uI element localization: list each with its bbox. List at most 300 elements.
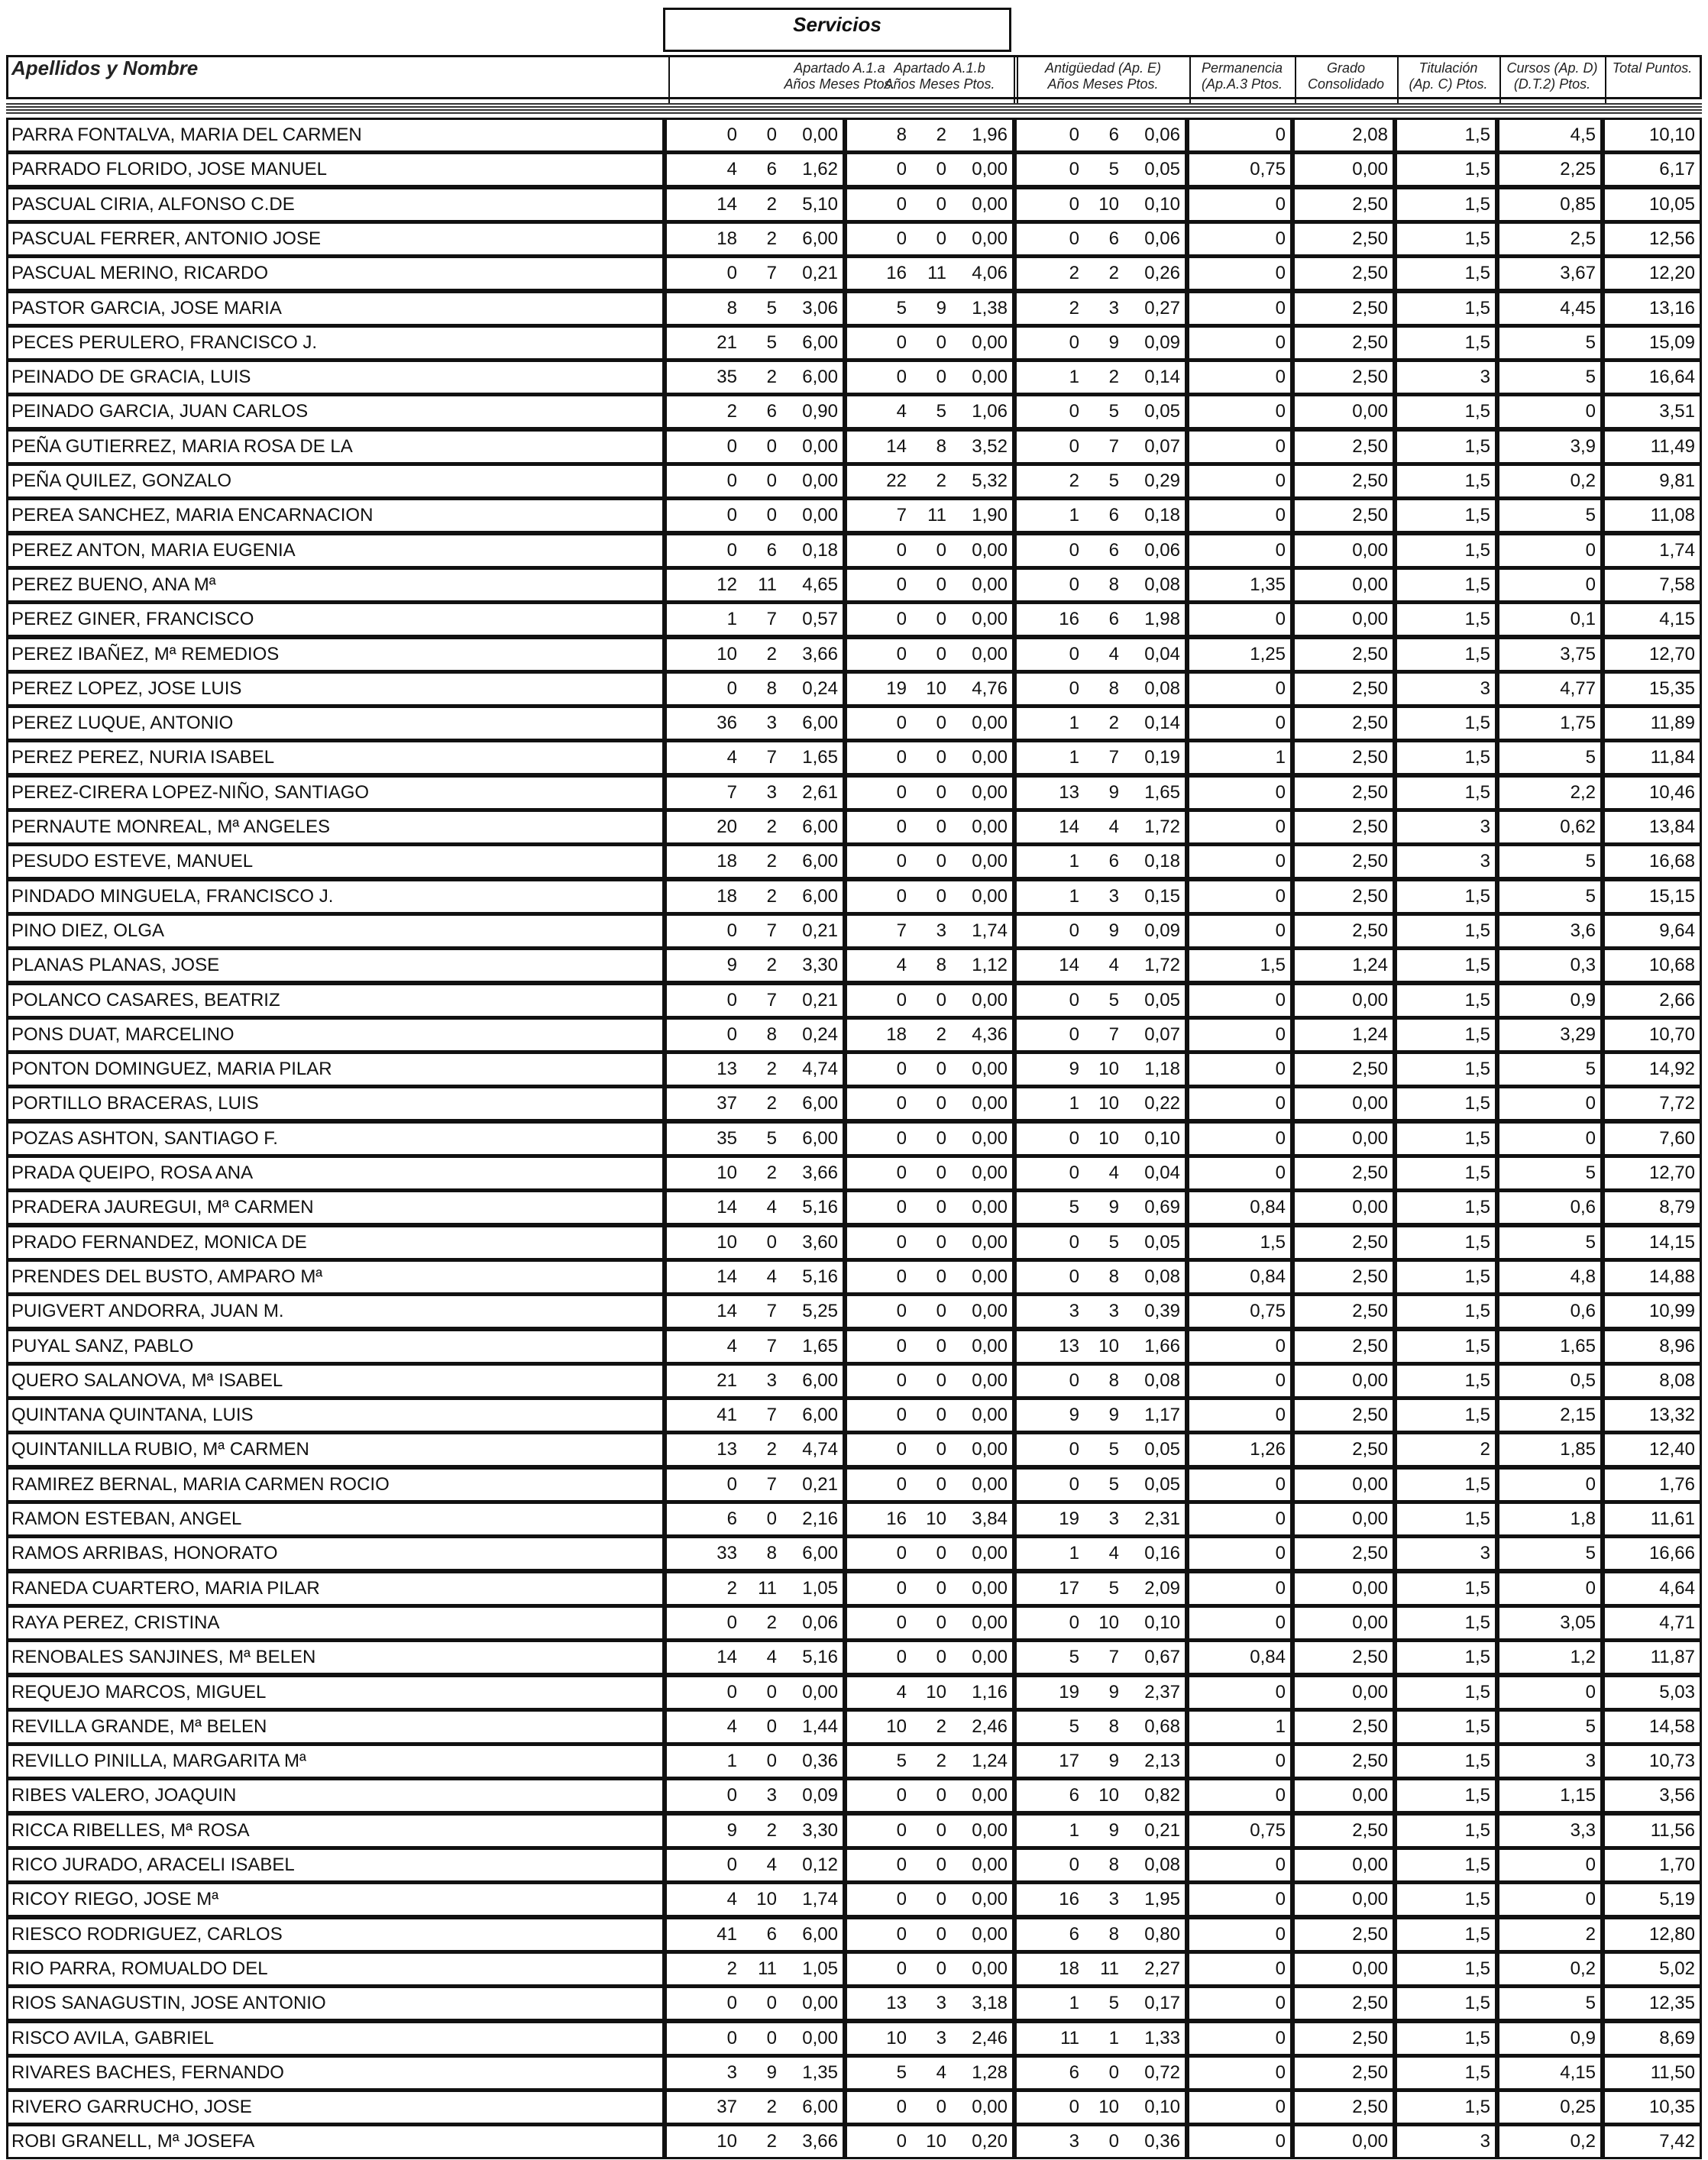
cell-cursos: 1,85	[1497, 1432, 1603, 1467]
cell-grado: 0,00	[1292, 1605, 1395, 1641]
cell-total: 7,42	[1603, 2124, 1702, 2159]
cell-a1b-years: 13	[886, 1993, 907, 2014]
cell-titul: 1,5	[1395, 1502, 1497, 1537]
cell-a1b-points: 5,32	[972, 470, 1008, 491]
table-row	[6, 221, 1702, 257]
cell-a1a-years: 18	[717, 885, 737, 907]
cell-a1a-months: 8	[766, 1023, 777, 1045]
cell-a1a-months: 0	[766, 124, 777, 145]
cell-a1b-points: 0,00	[972, 1785, 1008, 1806]
table-row	[6, 1467, 1702, 1502]
cell-antig-months: 8	[1108, 1266, 1119, 1287]
cell-a1a-years: 0	[726, 539, 737, 561]
cell-a1a	[665, 2090, 845, 2125]
cell-a1a-years: 41	[717, 1405, 737, 1426]
cell-a1a-years: 13	[717, 1439, 737, 1460]
cell-perm: 0	[1187, 1675, 1292, 1710]
cell-antig-years: 13	[1059, 1335, 1079, 1356]
cell-total: 10,99	[1603, 1294, 1702, 1329]
cell-antig-months: 3	[1108, 885, 1119, 907]
cell-name: PASCUAL CIRIA, ALFONSO C.DE	[6, 187, 665, 222]
cell-antig	[1014, 1052, 1187, 1087]
cell-a1a-years: 0	[726, 1854, 737, 1875]
cell-total: 12,80	[1603, 1917, 1702, 1952]
cell-a1b-points: 0,00	[972, 1647, 1008, 1668]
cell-antig-months: 7	[1108, 1023, 1119, 1045]
cell-name: PEREZ LOPEZ, JOSE LUIS	[6, 671, 665, 707]
cell-perm: 0,75	[1187, 1294, 1292, 1329]
cell-titul: 1,5	[1395, 1363, 1497, 1399]
cell-a1a-months: 2	[766, 643, 777, 664]
cell-a1a-points: 6,00	[802, 1923, 838, 1945]
table-row	[6, 1363, 1702, 1399]
cell-a1b-months: 0	[936, 885, 946, 907]
cell-antig-months: 9	[1108, 1819, 1119, 1841]
cell-a1b	[845, 1986, 1014, 2021]
cell-a1b-years: 0	[896, 193, 907, 215]
cell-a1a-years: 37	[717, 2097, 737, 2118]
cell-antig-months: 7	[1108, 747, 1119, 768]
cell-antig	[1014, 567, 1187, 603]
cell-antig	[1014, 1121, 1187, 1156]
cell-cursos: 4,45	[1497, 291, 1603, 326]
cell-name: PRADERA JAUREGUI, Mª CARMEN	[6, 1190, 665, 1225]
cell-a1a	[665, 1640, 845, 1675]
cell-a1a-years: 4	[726, 1335, 737, 1356]
cell-total: 11,89	[1603, 706, 1702, 741]
cell-a1a-years: 9	[726, 955, 737, 976]
cell-a1b-points: 0,00	[972, 539, 1008, 561]
cell-name: PASCUAL FERRER, ANTONIO JOSE	[6, 221, 665, 257]
cell-antig	[1014, 2055, 1187, 2090]
cell-a1b-years: 22	[886, 470, 907, 491]
cell-titul: 1,5	[1395, 256, 1497, 291]
cell-a1b	[845, 291, 1014, 326]
cell-a1a-years: 4	[726, 1715, 737, 1737]
cell-a1b-months: 10	[926, 1508, 946, 1529]
cell-a1a-months: 7	[766, 747, 777, 768]
cell-antig-months: 3	[1108, 1508, 1119, 1529]
cell-a1a-years: 0	[726, 470, 737, 491]
cell-total: 10,10	[1603, 118, 1702, 153]
cell-grado: 2,50	[1292, 879, 1395, 914]
cell-titul: 1,5	[1395, 983, 1497, 1018]
cell-cursos: 1,65	[1497, 1329, 1603, 1364]
table-row	[6, 1986, 1702, 2021]
cell-a1b-months: 0	[936, 1889, 946, 1910]
cell-antig-months: 5	[1108, 1577, 1119, 1599]
cell-a1b-points: 0,00	[972, 2097, 1008, 2118]
cell-a1b	[845, 913, 1014, 949]
cell-a1b	[845, 1259, 1014, 1295]
cell-antig-months: 6	[1108, 228, 1119, 249]
cell-a1b-points: 1,74	[972, 920, 1008, 941]
cell-a1b-years: 0	[896, 1127, 907, 1149]
cell-antig-points: 0,04	[1144, 1162, 1180, 1183]
cell-total: 11,87	[1603, 1640, 1702, 1675]
cell-a1a-years: 0	[726, 1612, 737, 1633]
cell-a1b-months: 10	[926, 1681, 946, 1702]
cell-a1b	[845, 221, 1014, 257]
cell-titul: 1,5	[1395, 2021, 1497, 2056]
cell-a1a-years: 2	[726, 1577, 737, 1599]
cell-a1a-points: 0,00	[802, 470, 838, 491]
cell-perm: 0,84	[1187, 1259, 1292, 1295]
cell-antig-months: 8	[1108, 1369, 1119, 1391]
cell-total: 1,76	[1603, 1467, 1702, 1502]
cell-a1b-points: 0,00	[972, 1439, 1008, 1460]
cell-antig-years: 0	[1069, 1162, 1079, 1183]
cell-a1b-months: 9	[936, 297, 946, 319]
cell-a1a	[665, 1225, 845, 1260]
cell-a1a	[665, 1848, 845, 1883]
table-row	[6, 2090, 1702, 2125]
cell-titul: 1,5	[1395, 948, 1497, 983]
cell-a1b-months: 0	[936, 816, 946, 837]
cell-total: 14,88	[1603, 1259, 1702, 1295]
header-cursos-line2: (D.T.2) Ptos.	[1513, 76, 1591, 92]
cell-total: 10,70	[1603, 1017, 1702, 1053]
cell-a1a-years: 0	[726, 1023, 737, 1045]
cell-antig-years: 2	[1069, 263, 1079, 284]
cell-a1a	[665, 1329, 845, 1364]
cell-a1a-points: 1,35	[802, 2061, 838, 2083]
cell-antig	[1014, 602, 1187, 637]
cell-name: PARRADO FLORIDO, JOSE MANUEL	[6, 152, 665, 187]
cell-a1b	[845, 1329, 1014, 1364]
cell-antig	[1014, 291, 1187, 326]
cell-a1b-points: 0,00	[972, 367, 1008, 388]
cell-titul: 1,5	[1395, 2055, 1497, 2090]
header-cursos-line1: Cursos (Ap. D)	[1506, 60, 1598, 76]
cell-antig-points: 0,19	[1144, 747, 1180, 768]
cell-perm: 0	[1187, 2055, 1292, 2090]
cell-cursos: 0	[1497, 1848, 1603, 1883]
cell-cursos: 3,67	[1497, 256, 1603, 291]
cell-antig-months: 8	[1108, 1854, 1119, 1875]
cell-total: 12,35	[1603, 1986, 1702, 2021]
table-row	[6, 429, 1702, 464]
cell-a1b-points: 0,00	[972, 1197, 1008, 1218]
cell-a1a-months: 5	[766, 297, 777, 319]
cell-a1b-years: 0	[896, 331, 907, 353]
cell-antig	[1014, 464, 1187, 499]
cell-a1b-points: 0,00	[972, 816, 1008, 837]
cell-a1a-points: 2,16	[802, 1508, 838, 1529]
cell-a1a-months: 6	[766, 159, 777, 180]
header-name-label: Apellidos y Nombre	[11, 57, 199, 79]
cell-name: PRENDES DEL BUSTO, AMPARO Mª	[6, 1259, 665, 1295]
cell-a1a-months: 2	[766, 1612, 777, 1633]
cell-a1b	[845, 1813, 1014, 1848]
cell-antig	[1014, 221, 1187, 257]
cell-a1a-months: 0	[766, 1751, 777, 1772]
cell-antig-years: 1	[1069, 747, 1079, 768]
cell-total: 13,32	[1603, 1398, 1702, 1433]
cell-antig	[1014, 810, 1187, 845]
cell-perm: 0	[1187, 256, 1292, 291]
cell-total: 15,09	[1603, 325, 1702, 361]
cell-antig-years: 0	[1069, 1127, 1079, 1149]
cell-a1a-years: 0	[726, 505, 737, 526]
table-row	[6, 1813, 1702, 1848]
cell-antig-months: 9	[1108, 1681, 1119, 1702]
cell-a1b-years: 8	[896, 124, 907, 145]
cell-a1b	[845, 2055, 1014, 2090]
cell-antig	[1014, 1536, 1187, 1571]
cell-a1b-months: 0	[936, 1543, 946, 1564]
cell-total: 15,15	[1603, 879, 1702, 914]
cell-antig-months: 10	[1098, 2097, 1119, 2118]
cell-a1b-points: 0,00	[972, 159, 1008, 180]
cell-a1a	[665, 844, 845, 879]
cell-a1b-months: 0	[936, 193, 946, 215]
table-row	[6, 360, 1702, 395]
servicios-title: Servicios	[793, 13, 881, 36]
cell-grado: 2,50	[1292, 671, 1395, 707]
cell-titul: 1,5	[1395, 1190, 1497, 1225]
cell-titul: 1,5	[1395, 187, 1497, 222]
cell-cursos: 3,29	[1497, 1017, 1603, 1053]
cell-antig-months: 10	[1098, 1127, 1119, 1149]
cell-a1b-months: 8	[936, 955, 946, 976]
cell-antig-months: 10	[1098, 1093, 1119, 1114]
cell-a1b-years: 0	[896, 1301, 907, 1322]
cell-a1a	[665, 533, 845, 568]
cell-a1b	[845, 1294, 1014, 1329]
cell-a1a-years: 0	[726, 435, 737, 457]
cell-cursos: 0,9	[1497, 983, 1603, 1018]
cell-a1a-months: 10	[756, 1889, 777, 1910]
cell-a1b-points: 0,00	[972, 1854, 1008, 1875]
cell-titul: 1,5	[1395, 533, 1497, 568]
cell-a1a-years: 21	[717, 1369, 737, 1391]
cell-cursos: 0	[1497, 1882, 1603, 1917]
table-row	[6, 1709, 1702, 1744]
table-row	[6, 1951, 1702, 1987]
cell-a1a-points: 6,00	[802, 851, 838, 872]
cell-a1a-points: 0,24	[802, 677, 838, 699]
cell-a1a	[665, 256, 845, 291]
cell-a1b-points: 0,00	[972, 228, 1008, 249]
cell-name: RISCO AVILA, GABRIEL	[6, 2021, 665, 2056]
cell-a1b-points: 0,00	[972, 1301, 1008, 1322]
cell-antig	[1014, 706, 1187, 741]
cell-cursos: 0,2	[1497, 1951, 1603, 1987]
cell-perm: 0	[1187, 1156, 1292, 1191]
results-table	[6, 118, 1702, 2152]
cell-cursos: 2,5	[1497, 221, 1603, 257]
cell-antig	[1014, 637, 1187, 672]
cell-antig-years: 0	[1069, 331, 1079, 353]
cell-a1b-months: 0	[936, 539, 946, 561]
cell-antig	[1014, 360, 1187, 395]
cell-antig	[1014, 2090, 1187, 2125]
cell-a1b-years: 0	[896, 1958, 907, 1979]
cell-a1a-months: 6	[766, 539, 777, 561]
cell-antig-years: 0	[1069, 435, 1079, 457]
cell-antig	[1014, 1329, 1187, 1364]
cell-a1a-points: 0,00	[802, 2027, 838, 2048]
cell-a1a-points: 3,06	[802, 297, 838, 319]
cell-a1b-months: 0	[936, 851, 946, 872]
cell-antig-months: 8	[1108, 1715, 1119, 1737]
cell-a1b-months: 0	[936, 1473, 946, 1495]
cell-grado: 2,50	[1292, 1156, 1395, 1191]
cell-a1b-points: 1,06	[972, 401, 1008, 422]
table-row	[6, 775, 1702, 810]
table-row	[6, 1432, 1702, 1467]
cell-titul: 1,5	[1395, 2090, 1497, 2125]
cell-cursos: 0	[1497, 1571, 1603, 1606]
cell-a1b-months: 0	[936, 331, 946, 353]
cell-grado: 0,00	[1292, 1086, 1395, 1121]
cell-a1a	[665, 1017, 845, 1053]
cell-a1b-points: 0,00	[972, 574, 1008, 595]
cell-cursos: 3,3	[1497, 1813, 1603, 1848]
cell-total: 8,08	[1603, 1363, 1702, 1399]
cell-titul: 1,5	[1395, 775, 1497, 810]
cell-antig	[1014, 2124, 1187, 2159]
cell-a1a-months: 4	[766, 1197, 777, 1218]
cell-a1b-months: 0	[936, 747, 946, 768]
cell-a1a-months: 8	[766, 677, 777, 699]
cell-grado: 2,50	[1292, 706, 1395, 741]
cell-total: 16,66	[1603, 1536, 1702, 1571]
cell-antig	[1014, 1156, 1187, 1191]
table-row	[6, 1121, 1702, 1156]
cell-titul: 1,5	[1395, 325, 1497, 361]
header-titulacion	[1397, 57, 1501, 105]
cell-cursos: 4,77	[1497, 671, 1603, 707]
cell-a1a-points: 5,25	[802, 1301, 838, 1322]
cell-cursos: 0,1	[1497, 602, 1603, 637]
cell-a1b-points: 0,00	[972, 885, 1008, 907]
cell-name: PASTOR GARCIA, JOSE MARIA	[6, 291, 665, 326]
cell-name: QUINTANILLA RUBIO, Mª CARMEN	[6, 1432, 665, 1467]
cell-antig	[1014, 325, 1187, 361]
cell-a1a-points: 1,62	[802, 159, 838, 180]
cell-a1a-points: 1,65	[802, 747, 838, 768]
table-row	[6, 983, 1702, 1018]
cell-a1a-points: 6,00	[802, 1405, 838, 1426]
cell-a1a-points: 0,57	[802, 609, 838, 630]
cell-antig-months: 6	[1108, 124, 1119, 145]
cell-grado: 2,50	[1292, 360, 1395, 395]
cell-name: RIO PARRA, ROMUALDO DEL	[6, 1951, 665, 1987]
cell-a1b-months: 0	[936, 1127, 946, 1149]
cell-name: PEREA SANCHEZ, MARIA ENCARNACION	[6, 498, 665, 533]
cell-a1a-months: 6	[766, 1923, 777, 1945]
cell-cursos: 1,15	[1497, 1778, 1603, 1813]
cell-a1a-months: 2	[766, 2131, 777, 2152]
cell-antig	[1014, 498, 1187, 533]
header-a1b-line1: Apartado A.1.b	[894, 60, 985, 76]
cell-a1b-years: 5	[896, 2061, 907, 2083]
cell-antig-years: 0	[1069, 401, 1079, 422]
cell-titul: 1,5	[1395, 429, 1497, 464]
cell-grado: 2,50	[1292, 1744, 1395, 1779]
cell-a1b-years: 0	[896, 574, 907, 595]
cell-perm: 0,75	[1187, 152, 1292, 187]
cell-antig-months: 8	[1108, 574, 1119, 595]
cell-a1b-points: 0,00	[972, 1889, 1008, 1910]
header-antig-line1: Antigüedad (Ap. E)	[1044, 60, 1162, 76]
cell-perm: 0	[1187, 1086, 1292, 1121]
cell-a1b-points: 1,24	[972, 1751, 1008, 1772]
cell-antig-points: 1,65	[1144, 781, 1180, 803]
cell-a1a-years: 1	[726, 1751, 737, 1772]
table-row	[6, 2055, 1702, 2090]
cell-titul: 3	[1395, 2124, 1497, 2159]
cell-antig-months: 6	[1108, 851, 1119, 872]
table-row	[6, 152, 1702, 187]
cell-a1a	[665, 602, 845, 637]
cell-a1b-points: 0,00	[972, 1405, 1008, 1426]
table-row	[6, 1225, 1702, 1260]
cell-antig-points: 0,06	[1144, 124, 1180, 145]
cell-grado: 2,50	[1292, 740, 1395, 775]
cell-antig-years: 0	[1069, 2097, 1079, 2118]
cell-grado: 0,00	[1292, 1882, 1395, 1917]
cell-perm: 1,25	[1187, 637, 1292, 672]
cell-antig-years: 0	[1069, 228, 1079, 249]
cell-total: 11,84	[1603, 740, 1702, 775]
cell-cursos: 5	[1497, 1052, 1603, 1087]
cell-a1a-years: 14	[717, 1197, 737, 1218]
cell-titul: 1,5	[1395, 1848, 1497, 1883]
cell-name: PINO DIEZ, OLGA	[6, 913, 665, 949]
cell-a1b-years: 0	[896, 1405, 907, 1426]
cell-a1b-months: 2	[936, 1023, 946, 1045]
cell-antig-years: 11	[1060, 2027, 1079, 2048]
cell-a1a-years: 41	[717, 1923, 737, 1945]
cell-total: 13,16	[1603, 291, 1702, 326]
cell-a1a-points: 0,00	[802, 505, 838, 526]
cell-antig	[1014, 152, 1187, 187]
cell-antig-months: 2	[1108, 713, 1119, 734]
cell-a1b	[845, 1744, 1014, 1779]
cell-a1a	[665, 1675, 845, 1710]
cell-grado: 2,50	[1292, 1398, 1395, 1433]
cell-a1a-months: 11	[758, 1577, 777, 1599]
cell-name: PEREZ GINER, FRANCISCO	[6, 602, 665, 637]
cell-name: PORTILLO BRACERAS, LUIS	[6, 1086, 665, 1121]
cell-grado: 0,00	[1292, 983, 1395, 1018]
cell-a1b	[845, 1848, 1014, 1883]
cell-a1a-months: 0	[766, 435, 777, 457]
cell-a1a-years: 4	[726, 747, 737, 768]
table-row	[6, 879, 1702, 914]
cell-total: 13,84	[1603, 810, 1702, 845]
table-row	[6, 1329, 1702, 1364]
cell-antig	[1014, 1848, 1187, 1883]
cell-a1b-months: 8	[936, 435, 946, 457]
cell-titul: 1,5	[1395, 1398, 1497, 1433]
cell-cursos: 5	[1497, 360, 1603, 395]
cell-a1b-months: 0	[936, 1612, 946, 1633]
header-cursos	[1499, 57, 1606, 105]
cell-a1a-years: 18	[717, 228, 737, 249]
cell-grado: 2,50	[1292, 1259, 1395, 1295]
cell-a1b-months: 10	[926, 677, 946, 699]
cell-antig-months: 0	[1108, 2131, 1119, 2152]
cell-name: PUIGVERT ANDORRA, JUAN M.	[6, 1294, 665, 1329]
table-row	[6, 2021, 1702, 2056]
cell-perm: 0	[1187, 1121, 1292, 1156]
cell-antig	[1014, 1294, 1187, 1329]
cell-a1a-years: 4	[726, 1889, 737, 1910]
